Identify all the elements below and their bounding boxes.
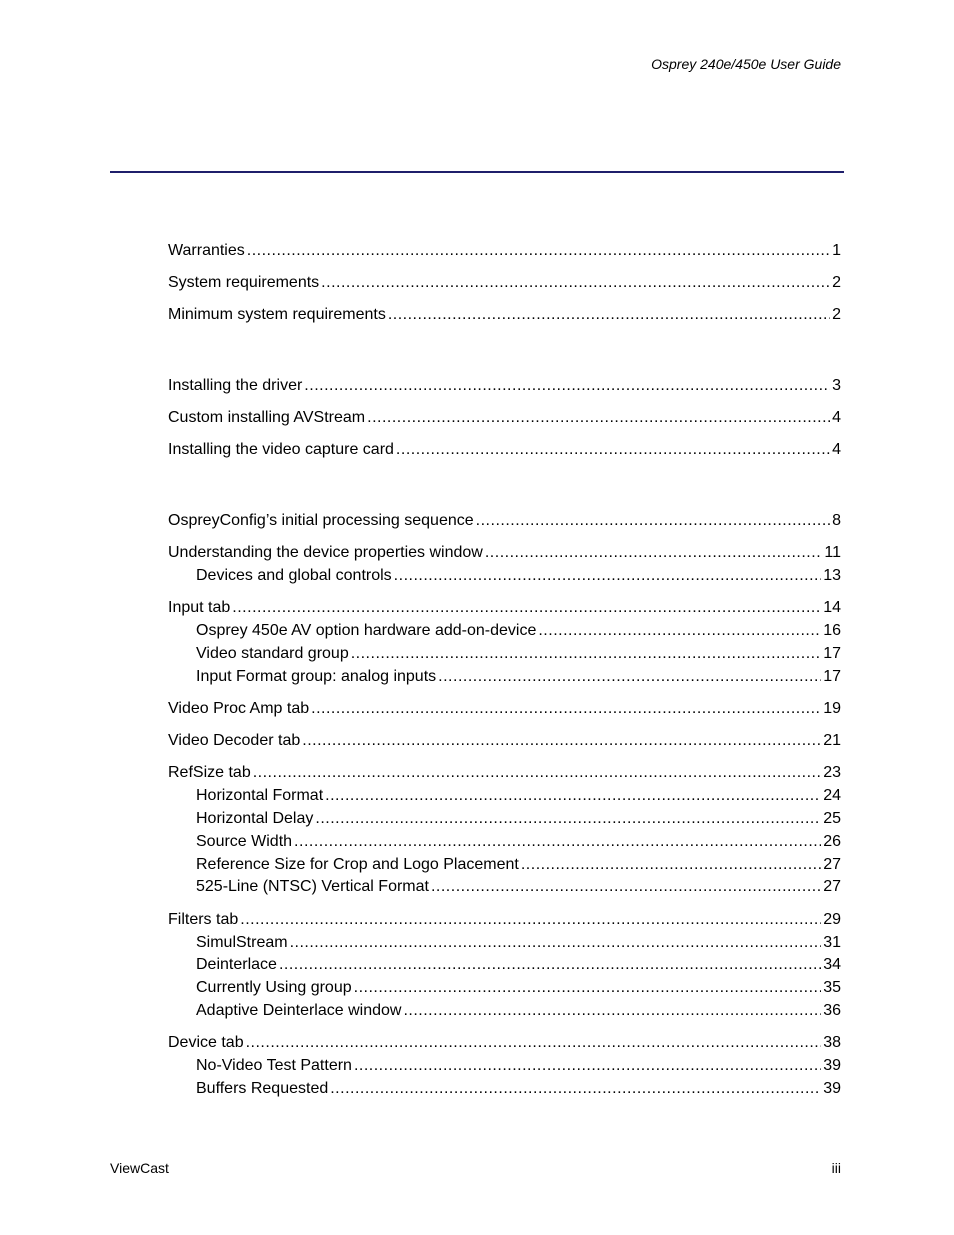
- footer-page-number: iii: [831, 1160, 841, 1176]
- toc-entry-video-proc-amp-tab[interactable]: [168, 699, 841, 719]
- toc-entry-page: 4: [832, 409, 841, 426]
- toc-entry-device-tab[interactable]: [168, 1033, 841, 1053]
- toc-entry-page: 38: [823, 1034, 841, 1051]
- toc-entry-minimum-system-requirements[interactable]: [168, 305, 841, 325]
- toc-entry-osprey-450e-av-option[interactable]: [196, 621, 841, 641]
- toc-entry-label: Installing the driver: [168, 377, 303, 394]
- toc-entry-page: 36: [823, 1002, 841, 1019]
- dot-leader: [246, 1033, 822, 1053]
- toc-entry-page: 16: [823, 622, 841, 639]
- dot-leader: [396, 440, 830, 460]
- toc-entry-page: 29: [823, 911, 841, 928]
- dot-leader: [240, 910, 821, 930]
- toc-entry-installing-video-capture-card[interactable]: [168, 440, 841, 460]
- dot-leader: [485, 543, 823, 563]
- toc-entry-page: 26: [823, 833, 841, 850]
- toc-entry-page: 2: [832, 306, 841, 323]
- toc-entry-devices-global-controls[interactable]: [196, 566, 841, 586]
- toc-entry-label: OspreyConfig’s initial processing sequence: [168, 512, 474, 529]
- dot-leader: [354, 1056, 821, 1076]
- toc-entry-adaptive-deinterlace-window[interactable]: [196, 1001, 841, 1021]
- toc-entry-page: 34: [823, 956, 841, 973]
- toc-entry-page: 14: [823, 599, 841, 616]
- toc-entry-system-requirements[interactable]: [168, 273, 841, 293]
- dot-leader: [290, 933, 822, 953]
- toc-entry-label: Installing the video capture card: [168, 441, 394, 458]
- dot-leader: [521, 855, 821, 875]
- dot-leader: [294, 832, 821, 852]
- toc-entry-label: Minimum system requirements: [168, 306, 386, 323]
- dot-leader: [394, 566, 822, 586]
- toc-entry-label: Horizontal Delay: [196, 810, 314, 827]
- toc-entry-label: RefSize tab: [168, 764, 251, 781]
- dot-leader: [302, 731, 821, 751]
- toc-entry-input-format-group[interactable]: [196, 667, 841, 687]
- toc-entry-filters-tab[interactable]: [168, 910, 841, 930]
- dot-leader: [351, 644, 821, 664]
- toc-entry-page: 19: [823, 700, 841, 717]
- dot-leader: [325, 786, 821, 806]
- toc-entry-label: Filters tab: [168, 911, 239, 928]
- toc-entry-page: 8: [832, 512, 841, 529]
- toc-entry-page: 17: [823, 668, 841, 685]
- toc-entry-page: 17: [823, 645, 841, 662]
- toc-entry-custom-installing-avstream[interactable]: [168, 408, 841, 428]
- toc-entry-label: Input Format group: analog inputs: [196, 668, 437, 685]
- toc-entry-page: 11: [824, 544, 841, 561]
- toc-entry-page: 39: [823, 1080, 841, 1097]
- dot-leader: [476, 511, 830, 531]
- toc-entry-horizontal-format[interactable]: [196, 786, 841, 806]
- dot-leader: [538, 621, 821, 641]
- toc-entry-page: 1: [832, 242, 841, 259]
- toc-entry-label: Source Width: [196, 833, 293, 850]
- toc-entry-label: Osprey 450e AV option hardware add-on-device: [196, 622, 537, 639]
- toc-entry-525-line-vertical-format[interactable]: [196, 877, 841, 897]
- toc-entry-page: 27: [823, 856, 841, 873]
- toc-entry-input-tab[interactable]: [168, 598, 841, 618]
- dot-leader: [311, 699, 821, 719]
- toc-entry-currently-using-group[interactable]: [196, 978, 841, 998]
- dot-leader: [431, 877, 821, 897]
- header-rule: [110, 171, 844, 173]
- toc-entry-buffers-requested[interactable]: [196, 1079, 841, 1099]
- footer-company-name: ViewCast: [110, 1160, 169, 1176]
- toc-entry-page: 4: [832, 441, 841, 458]
- toc-entry-video-decoder-tab[interactable]: [168, 731, 841, 751]
- toc-entry-page: 2: [832, 274, 841, 291]
- dot-leader: [279, 955, 821, 975]
- toc-entry-page: 13: [823, 567, 841, 584]
- dot-leader: [354, 978, 822, 998]
- toc-entry-ospreyconfig-initial-processing[interactable]: [168, 511, 841, 531]
- toc-entry-warranties[interactable]: [168, 241, 841, 261]
- toc-entry-deinterlace[interactable]: [196, 955, 841, 975]
- toc-entry-label: No-Video Test Pattern: [196, 1057, 352, 1074]
- dot-leader: [253, 763, 821, 783]
- toc-entry-installing-the-driver[interactable]: [168, 376, 841, 396]
- toc-entry-page: 3: [832, 377, 841, 394]
- toc-entry-label: 525-Line (NTSC) Vertical Format: [196, 878, 429, 895]
- toc-entry-label: Warranties: [168, 242, 245, 259]
- toc-entry-label: Device tab: [168, 1034, 244, 1051]
- toc-entry-label: Deinterlace: [196, 956, 277, 973]
- toc-entry-horizontal-delay[interactable]: [196, 809, 841, 829]
- toc-entry-page: 39: [823, 1057, 841, 1074]
- toc-entry-reference-size-crop-logo[interactable]: [196, 855, 841, 875]
- toc-entry-page: 21: [823, 732, 841, 749]
- toc-entry-simulstream[interactable]: [196, 933, 841, 953]
- toc-entry-device-properties-window[interactable]: [168, 543, 841, 563]
- toc-entry-label: Reference Size for Crop and Logo Placement: [196, 856, 519, 873]
- toc-entry-page: 24: [823, 787, 841, 804]
- dot-leader: [247, 241, 830, 261]
- dot-leader: [367, 408, 830, 428]
- toc-entry-page: 31: [823, 934, 841, 951]
- dot-leader: [403, 1001, 821, 1021]
- toc-entry-label: System requirements: [168, 274, 320, 291]
- toc-entry-label: Buffers Requested: [196, 1080, 329, 1097]
- dot-leader: [304, 376, 830, 396]
- toc-entry-label: Video Proc Amp tab: [168, 700, 310, 717]
- toc-entry-page: 25: [823, 810, 841, 827]
- toc-entry-refsize-tab[interactable]: [168, 763, 841, 783]
- toc-entry-label: Adaptive Deinterlace window: [196, 1002, 402, 1019]
- toc-entry-label: Custom installing AVStream: [168, 409, 366, 426]
- toc-entry-source-width[interactable]: [196, 832, 841, 852]
- toc-entry-page: 27: [823, 878, 841, 895]
- toc-entry-label: Video standard group: [196, 645, 349, 662]
- toc-entry-label: Horizontal Format: [196, 787, 324, 804]
- toc-entry-page: 23: [823, 764, 841, 781]
- toc-entry-label: Understanding the device properties window: [168, 544, 483, 561]
- toc-entry-label: Input tab: [168, 599, 231, 616]
- dot-leader: [321, 273, 830, 293]
- toc-entry-label: Currently Using group: [196, 979, 352, 996]
- toc-entry-no-video-test-pattern[interactable]: [196, 1056, 841, 1076]
- running-header-title: Osprey 240e/450e User Guide: [651, 56, 841, 72]
- dot-leader: [315, 809, 821, 829]
- dot-leader: [438, 667, 821, 687]
- toc-entry-video-standard-group[interactable]: [196, 644, 841, 664]
- toc-entry-label: Video Decoder tab: [168, 732, 301, 749]
- dot-leader: [388, 305, 830, 325]
- toc-entry-label: SimulStream: [196, 934, 288, 951]
- dot-leader: [330, 1079, 821, 1099]
- toc-entry-label: Devices and global controls: [196, 567, 392, 584]
- dot-leader: [232, 598, 821, 618]
- toc-entry-page: 35: [823, 979, 841, 996]
